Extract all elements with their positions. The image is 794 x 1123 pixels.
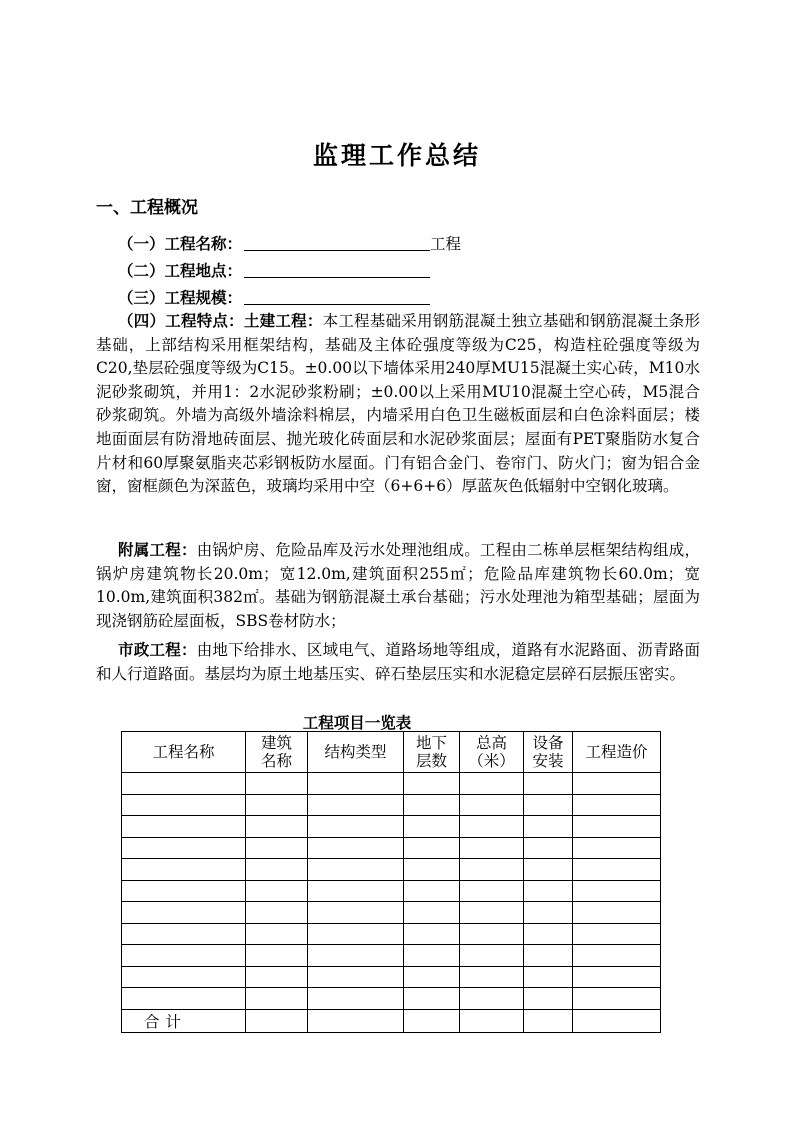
table-cell[interactable]: [308, 945, 404, 967]
page-title: 监理工作总结: [312, 141, 481, 170]
table-row: [122, 859, 661, 881]
table-cell[interactable]: [246, 837, 308, 859]
field-project-location: [118, 259, 430, 281]
header-project-cost: 工程造价: [573, 732, 661, 773]
table-cell[interactable]: [573, 837, 661, 859]
table-row: [122, 966, 661, 988]
table-cell[interactable]: [524, 837, 573, 859]
table-cell[interactable]: [308, 966, 404, 988]
table-cell[interactable]: [246, 945, 308, 967]
table-header-row: [122, 732, 661, 773]
table-cell[interactable]: [404, 1009, 460, 1032]
project-table: [121, 731, 661, 1033]
table-cell[interactable]: [404, 837, 460, 859]
table-cell[interactable]: [404, 923, 460, 945]
table-cell[interactable]: [122, 945, 246, 967]
header-equipment-install: 设备 安装: [524, 732, 573, 773]
aux-text: 由锅炉房、危险品库及污水处理池组成。工程由二栋单层框架结构组成，锅炉房建筑物长20.0m；宽12.0m,建筑面积255㎡；危险品库建筑物长60.0m；宽10.0m,建筑面积382㎡。基础为钢筋混凝土承台基础；污水处理池为箱型基础；屋面为现浇钢筋砼屋面板，SBS卷材防水；: [96, 541, 700, 630]
table-cell[interactable]: [308, 988, 404, 1010]
table-cell[interactable]: [308, 773, 404, 795]
header-structure-type: 结构类型: [308, 732, 404, 773]
table-cell[interactable]: [404, 880, 460, 902]
table-row: [122, 923, 661, 945]
table-cell[interactable]: [404, 945, 460, 967]
table-cell[interactable]: [524, 902, 573, 924]
table-cell[interactable]: [460, 816, 524, 838]
field-project-scale: [118, 286, 430, 308]
table-cell[interactable]: [573, 902, 661, 924]
table-cell[interactable]: [122, 794, 246, 816]
table-cell[interactable]: [404, 966, 460, 988]
location-blank-line[interactable]: [244, 261, 430, 278]
table-cell[interactable]: [524, 988, 573, 1010]
table-cell[interactable]: [460, 923, 524, 945]
table-cell[interactable]: [122, 966, 246, 988]
field-label: （二）工程地点：: [118, 261, 243, 280]
muni-text: 由地下给排水、区域电气、道路场地等组成，道路有水泥路面、沥青路面和人行道路面。基层均为原土地基压实、碎石垫层压实和水泥稳定层碎石层振压密实。: [96, 641, 700, 683]
name-blank-line[interactable]: [244, 234, 430, 251]
table-cell[interactable]: [308, 794, 404, 816]
table-cell[interactable]: [524, 859, 573, 881]
table-cell[interactable]: [460, 966, 524, 988]
field-suffix: 工程: [430, 235, 462, 253]
header-building-name: 建筑 名称: [246, 732, 308, 773]
table-cell[interactable]: [246, 902, 308, 924]
table-cell[interactable]: [460, 880, 524, 902]
table-total-row: [122, 1009, 661, 1032]
table-cell[interactable]: [308, 1009, 404, 1032]
field-label: （一）工程名称：: [118, 234, 243, 253]
table-cell[interactable]: [246, 859, 308, 881]
scale-blank-line[interactable]: [244, 288, 430, 305]
field-project-name: [118, 232, 461, 254]
table-cell[interactable]: [573, 1009, 661, 1032]
table-cell[interactable]: [524, 773, 573, 795]
table-cell[interactable]: [460, 945, 524, 967]
table-cell[interactable]: [404, 988, 460, 1010]
table-cell[interactable]: [524, 945, 573, 967]
table-cell[interactable]: [122, 902, 246, 924]
table-cell[interactable]: [460, 988, 524, 1010]
table-cell[interactable]: [460, 773, 524, 795]
table-cell[interactable]: [308, 816, 404, 838]
table-row: [122, 816, 661, 838]
table-row: [122, 837, 661, 859]
table-cell[interactable]: [308, 880, 404, 902]
table-cell[interactable]: [246, 816, 308, 838]
table-cell[interactable]: [573, 859, 661, 881]
table-cell[interactable]: [524, 923, 573, 945]
table-cell[interactable]: [524, 1009, 573, 1032]
table-cell[interactable]: [246, 923, 308, 945]
table-cell[interactable]: [246, 773, 308, 795]
table-row: [122, 773, 661, 795]
table-cell[interactable]: [404, 794, 460, 816]
muni-label: 市政工程：: [118, 640, 197, 659]
table-cell[interactable]: [404, 773, 460, 795]
table-cell[interactable]: [122, 837, 246, 859]
table-row: [122, 880, 661, 902]
table-row: [122, 902, 661, 924]
header-total-height: 总高 （米）: [460, 732, 524, 773]
table-cell[interactable]: [573, 773, 661, 795]
paragraph-municipal: [96, 638, 700, 686]
features-label: （四）工程特点：: [118, 311, 244, 330]
table-caption: 工程项目一览表: [302, 713, 412, 732]
table-cell[interactable]: [246, 1009, 308, 1032]
table-cell[interactable]: [404, 902, 460, 924]
table-row: [122, 794, 661, 816]
header-project-name: 工程名称: [122, 732, 246, 773]
table-cell[interactable]: [460, 1009, 524, 1032]
table-cell[interactable]: [404, 816, 460, 838]
table-cell[interactable]: [573, 880, 661, 902]
table-cell[interactable]: [573, 966, 661, 988]
table-cell[interactable]: [460, 794, 524, 816]
table-cell[interactable]: [122, 988, 246, 1010]
table-row: [122, 988, 661, 1010]
table-cell[interactable]: [122, 773, 246, 795]
table-cell[interactable]: [524, 880, 573, 902]
table-cell[interactable]: [524, 794, 573, 816]
table-cell[interactable]: [308, 923, 404, 945]
civil-text: 本工程基础采用钢筋混凝土独立基础和钢筋混凝土条形基础，上部结构采用框架结构，基础及主体砼强度等级为C25，构造柱砼强度等级为C20,垫层砼强度等级为C15。±0.00以下墙体采用240厚MU15混凝土实心砖，M10水泥砂浆砌筑，并用1：2水泥砂浆粉刷；±0.00以上采用MU10混凝土空心砖，M5混合砂浆砌筑。外墙为高级外墙涂料棉层，内墙采用白色卫生磁板面层和白色涂料面层；楼地面面层有防滑地砖面层、抛光玻化砖面层和水泥砂浆面层；屋面有PET聚脂防水复合片材和60厚聚氨脂夹芯彩钢板防水屋面。门有铝合金门、卷帘门、防火门；窗为铝合金窗，窗框颜色为深蓝色，玻璃均采用中空（6+6+6）厚蓝灰色低辐射中空钢化玻璃。: [96, 312, 700, 496]
table-cell[interactable]: [122, 880, 246, 902]
table-cell[interactable]: [308, 859, 404, 881]
table-cell[interactable]: [246, 966, 308, 988]
table-cell[interactable]: [246, 794, 308, 816]
table-cell[interactable]: [573, 794, 661, 816]
table-cell[interactable]: [246, 988, 308, 1010]
table-cell[interactable]: [524, 816, 573, 838]
table-cell[interactable]: [460, 859, 524, 881]
table-row: [122, 945, 661, 967]
table-cell[interactable]: [246, 880, 308, 902]
civil-label: 土建工程：: [243, 311, 323, 330]
paragraph-auxiliary: [96, 538, 700, 633]
table-cell[interactable]: [122, 816, 246, 838]
field-label: （三）工程规模：: [118, 288, 243, 307]
table-cell[interactable]: [573, 923, 661, 945]
section-heading: 一、工程概况: [96, 198, 198, 218]
table-cell[interactable]: [573, 988, 661, 1010]
table-cell[interactable]: [460, 902, 524, 924]
table-cell[interactable]: [524, 966, 573, 988]
table-cell[interactable]: [308, 837, 404, 859]
table-cell[interactable]: [404, 859, 460, 881]
aux-label: 附属工程：: [118, 540, 197, 559]
table-cell[interactable]: [573, 816, 661, 838]
header-underground-floors: 地下 层数: [404, 732, 460, 773]
table-cell[interactable]: [460, 837, 524, 859]
table-cell[interactable]: [122, 859, 246, 881]
total-label: 合计: [122, 1009, 246, 1032]
paragraph-civil: [96, 309, 700, 499]
table-cell[interactable]: [308, 902, 404, 924]
table-cell[interactable]: [573, 945, 661, 967]
table-cell[interactable]: [122, 923, 246, 945]
